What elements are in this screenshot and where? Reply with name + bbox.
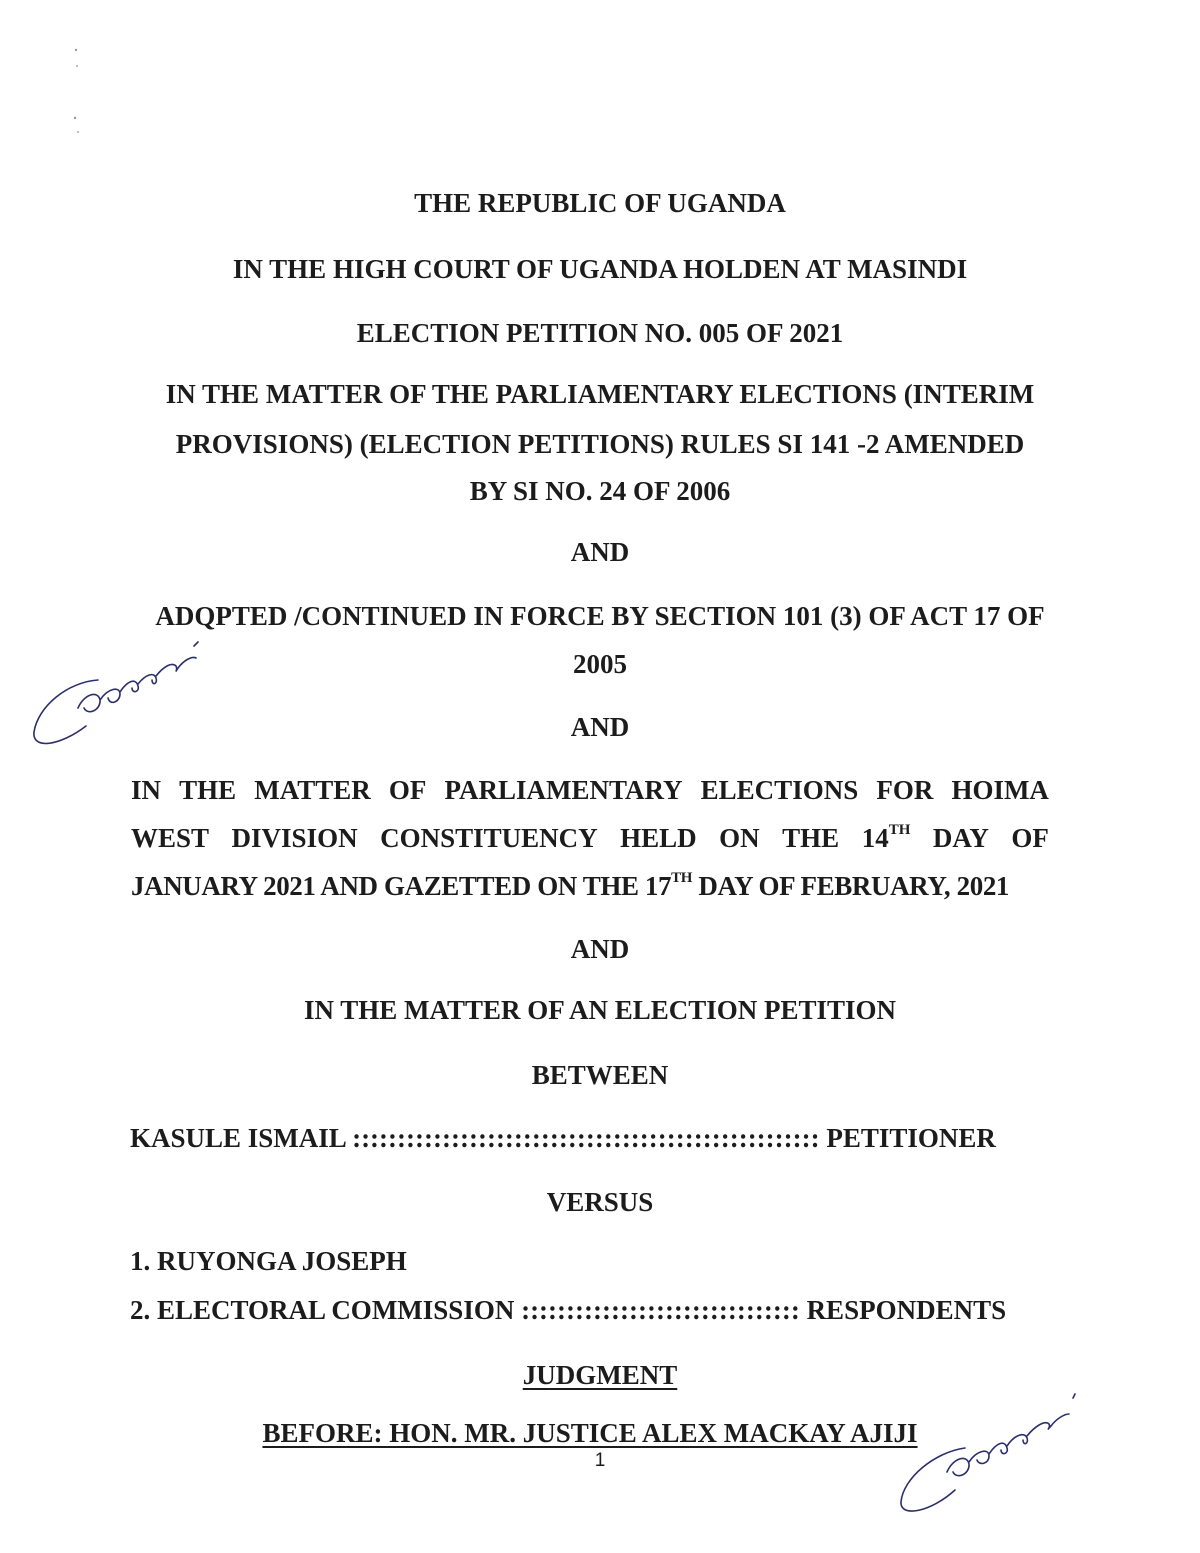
word: MATTER (254, 775, 371, 805)
word: HELD (620, 823, 697, 853)
word: 14 (861, 823, 889, 853)
matter-rules-line-1: IN THE MATTER OF THE PARLIAMENTARY ELECTIONS (INTERIM (165, 379, 1035, 409)
word: WEST (131, 823, 210, 853)
matter-elections-line-1 (131, 777, 1049, 804)
court-heading: IN THE HIGH COURT OF UGANDA HOLDEN AT MASINDI (232, 254, 968, 284)
matter-petition: IN THE MATTER OF AN ELECTION PETITION (303, 995, 897, 1025)
matter-elections-line-3 (131, 870, 1049, 901)
versus-heading: VERSUS (546, 1187, 654, 1217)
before-justice: BEFORE: HON. MR. JUSTICE ALEX MACKAY AJIJI (262, 1418, 918, 1448)
petitioner-name: KASULE ISMAIL (130, 1123, 346, 1153)
dot-leader: :::::::::::::::::::::::::::::::::::::::::::::::::::: (352, 1123, 820, 1153)
respondent-item-2: 2. ELECTORAL COMMISSION (130, 1295, 515, 1325)
matter-elections-line-2 (131, 822, 1049, 853)
text: JANUARY 2021 AND GAZETTED ON THE 17 (131, 871, 672, 901)
between-heading: BETWEEN (531, 1060, 669, 1090)
text: DAY OF FEBRUARY, 2021 (692, 871, 1010, 901)
word: OF (388, 775, 427, 805)
page-number: 1 (594, 1450, 606, 1471)
word: DIVISION (231, 823, 358, 853)
dot-leader: ::::::::::::::::::::::::::::::: (521, 1295, 800, 1325)
word: ELECTIONS (700, 775, 859, 805)
adopted-line-1: ADQPTED /CONTINUED IN FORCE BY SECTION 101 (3) OF ACT 17 OF (155, 601, 1045, 631)
word: OF (1011, 823, 1049, 853)
word: PARLIAMENTARY (444, 775, 683, 805)
respondent-item-2-line (130, 1297, 1006, 1324)
respondents-role: RESPONDENTS (806, 1295, 1007, 1325)
word: ON (719, 823, 760, 853)
day-ordinal (861, 822, 911, 853)
matter-rules-line-2: PROVISIONS) (ELECTION PETITIONS) RULES SI 141 -2 AMENDED (175, 429, 1025, 459)
word: DAY (932, 823, 989, 853)
word: THE (782, 823, 840, 853)
word: IN (131, 775, 162, 805)
judgment-heading: JUDGMENT (522, 1360, 678, 1390)
respondent-item-1: 1. RUYONGA JOSEPH (130, 1246, 407, 1276)
scan-speck-marks (66, 40, 96, 160)
word: HOIMA (951, 775, 1049, 805)
petitioner-line (130, 1125, 996, 1152)
and-separator: AND (570, 712, 630, 742)
superscript: TH (671, 870, 692, 886)
petitioner-role: PETITIONER (826, 1123, 996, 1153)
petition-number: ELECTION PETITION NO. 005 OF 2021 (356, 318, 844, 348)
matter-rules-line-3: BY SI NO. 24 OF 2006 (469, 476, 731, 506)
word: THE (179, 775, 237, 805)
superscript: TH (888, 822, 911, 838)
adopted-line-2: 2005 (573, 649, 627, 679)
and-separator: AND (570, 934, 630, 964)
word: FOR (876, 775, 934, 805)
republic-heading: THE REPUBLIC OF UGANDA (414, 188, 786, 218)
and-separator: AND (570, 537, 630, 567)
word: CONSTITUENCY (380, 823, 598, 853)
